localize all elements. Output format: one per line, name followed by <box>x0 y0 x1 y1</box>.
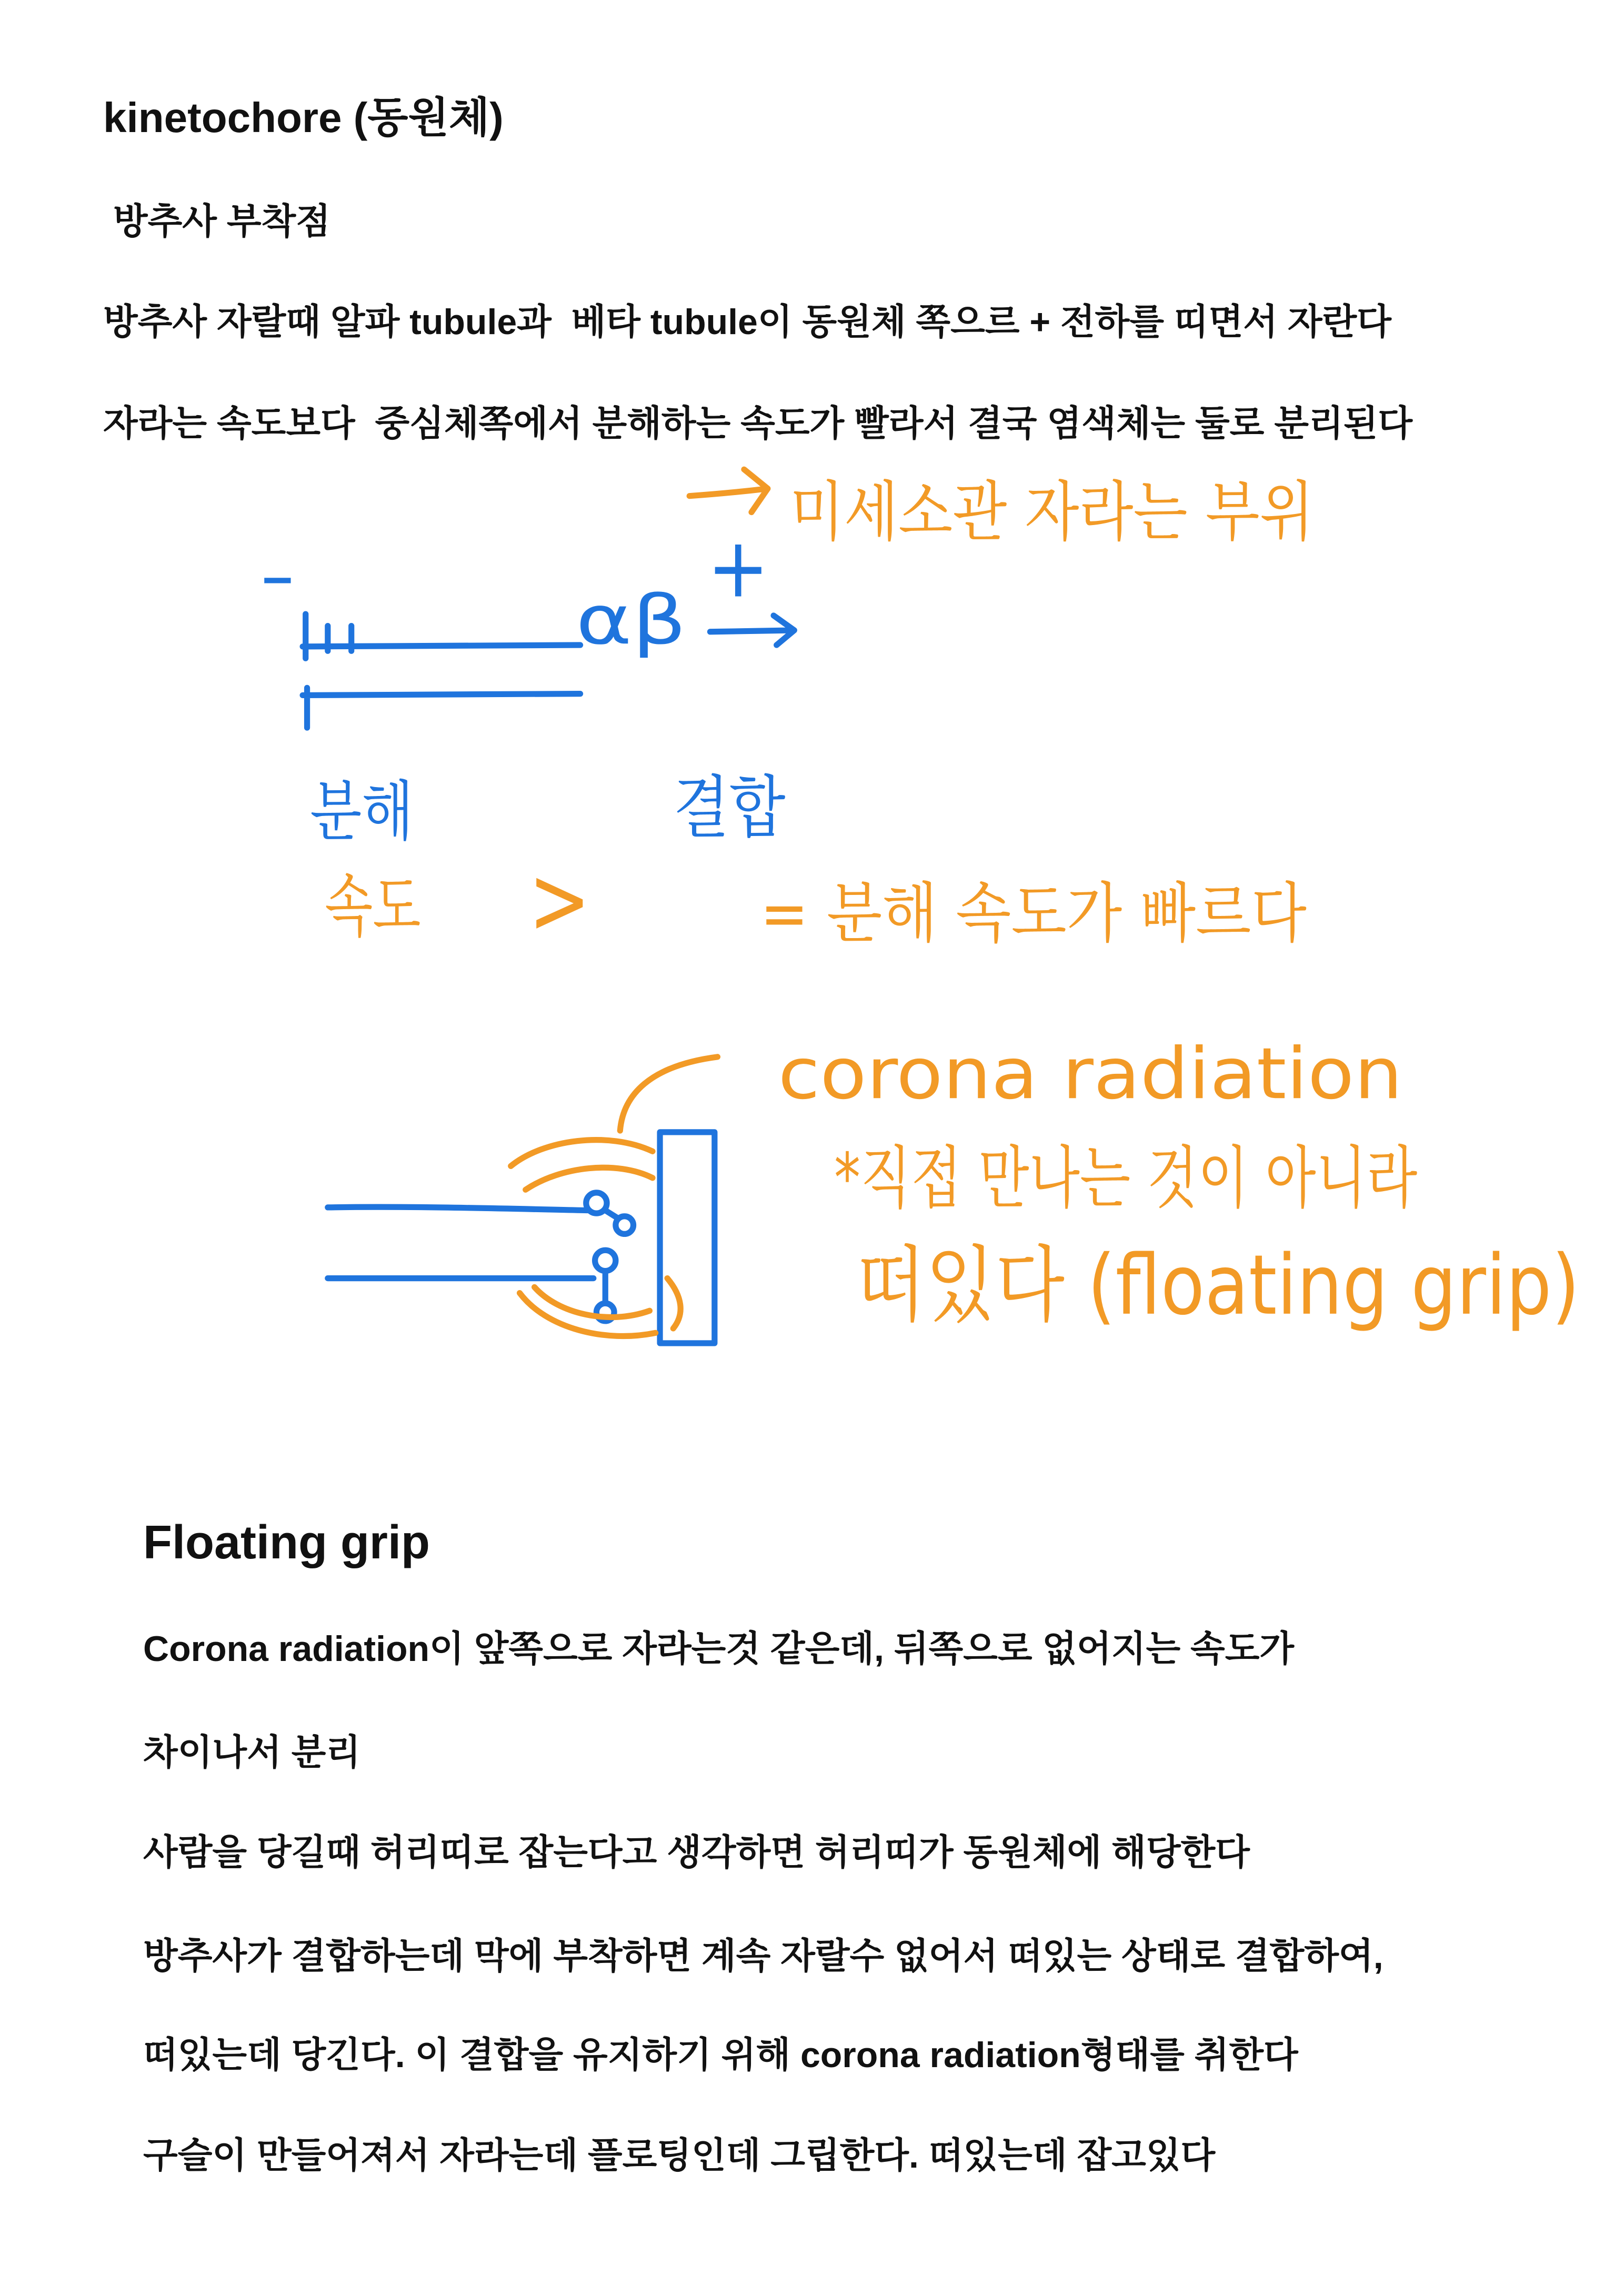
callout-curve <box>620 1057 717 1131</box>
growth-direction-arrow-icon <box>710 616 794 645</box>
bead <box>596 1303 614 1321</box>
body-line: 방추사가 결합하는데 막에 부착하면 계속 자랄수 없어서 떠있는 상태로 결합하여, <box>143 1936 1384 1976</box>
body-line: 사람을 당길때 허리띠로 잡는다고 생각하면 허리띠가 동원체에 해당한다 <box>143 1832 1250 1872</box>
body-line: Corona radiation이 앞쪽으로 자라는것 같은데, 뒤쪽으로 없어지는 속도가 <box>143 1629 1295 1669</box>
corona-arc <box>520 1293 656 1336</box>
corona-arc <box>667 1278 680 1328</box>
body-line: 떠있는데 당긴다. 이 결합을 유지하기 위해 corona radiation형태를 취한다 <box>143 2035 1298 2075</box>
section-subtitle: 방추사 부착점 <box>103 202 330 241</box>
kinetochore-plate <box>660 1132 715 1343</box>
polymerize-label: 결합 <box>673 768 786 848</box>
corona-annotation <box>620 1032 1580 1334</box>
bead-link <box>605 1211 617 1218</box>
plus-end-label: + <box>707 520 769 617</box>
bead <box>595 1250 616 1271</box>
conclusion-note: = 분해 속도가 빠르다 <box>760 875 1307 952</box>
body-line: 방추사 자랄때 알파 tubule과 베타 tubule이 동원체 쪽으르 + 전하를 띠면서 자란다 <box>103 302 1391 342</box>
body-line: 차이나서 분리 <box>143 1733 361 1773</box>
microtubule-line-upper <box>303 645 580 647</box>
section-title-floating-grip: Floating grip <box>143 1516 430 1569</box>
section-title-kinetochore: kinetochore (동원체) <box>103 94 504 141</box>
corona-note-line1: *직접 만나는 것이 아니라 <box>834 1139 1418 1218</box>
bead <box>616 1216 634 1234</box>
tick-marks <box>306 614 352 658</box>
corona-arc <box>511 1140 653 1166</box>
kinetochore-sketch <box>328 1132 715 1343</box>
spindle-fiber-upper <box>328 1207 588 1210</box>
corona-label: corona radiation <box>778 1032 1403 1115</box>
body-line: 자라는 속도보다 중심체쪽에서 분해하는 속도가 빨라서 결국 염색체는 둘로 분리된다 <box>103 404 1413 444</box>
corona-arc <box>526 1167 653 1190</box>
comparison-sign: > <box>528 845 591 956</box>
growth-annotation <box>689 469 1314 550</box>
speed-comparison <box>325 845 1307 955</box>
microtubule-diagram <box>260 520 795 850</box>
bead <box>586 1193 607 1213</box>
orange-arrow-icon <box>689 469 768 512</box>
depolymerize-label: 분해 <box>310 774 414 850</box>
corona-note-line2: 떠있다 (floating grip) <box>856 1237 1580 1334</box>
growth-note: 미세소관 자라는 부위 <box>789 474 1314 550</box>
microtubule-line-lower <box>303 688 580 728</box>
corona-arc <box>535 1287 650 1317</box>
speed-label: 속도 <box>325 867 421 946</box>
body-line: 구슬이 만들어져서 자라는데 플로팅인데 그립한다. 떠있는데 잡고있다 <box>143 2136 1216 2176</box>
tubulin-label: αβ <box>576 581 687 660</box>
minus-end-label: − <box>259 540 296 617</box>
